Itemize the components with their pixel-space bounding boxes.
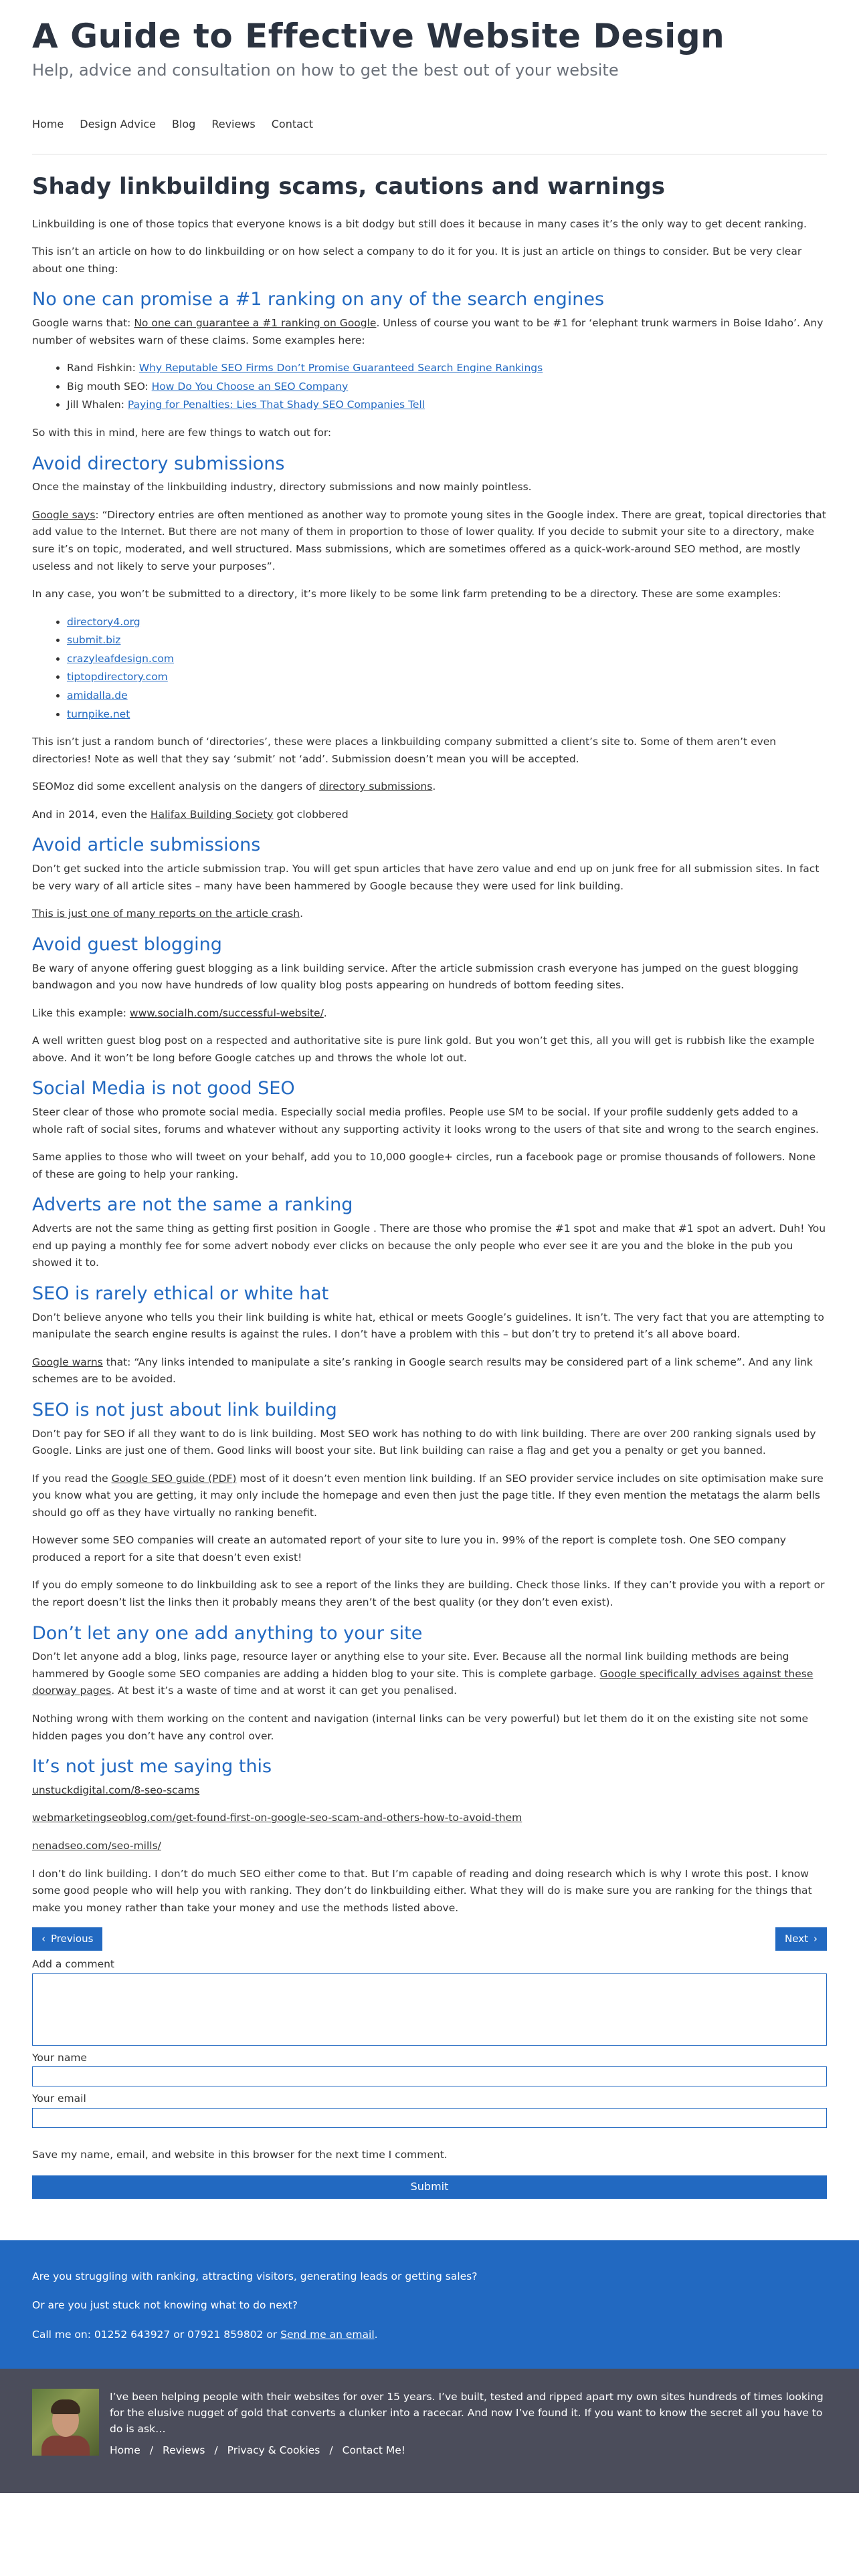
- footer-nav: [110, 2442, 827, 2458]
- examples-list: [32, 360, 827, 414]
- next-button[interactable]: Next ›: [775, 1927, 827, 1951]
- email-input[interactable]: [32, 2108, 827, 2128]
- paragraph: [32, 1838, 827, 1855]
- paragraph: Google warns that: “Any links intended to manipulate a site’s ranking in Google search results may be considered part of a link scheme”. And any link schemes are to be avoided.: [32, 1356, 813, 1386]
- footer-link-contact[interactable]: Contact Me!: [342, 2444, 405, 2457]
- link[interactable]: directory4.org: [67, 615, 140, 628]
- list-item: • Big mouth SEO: How Do You Choose an SEO Company: [67, 379, 827, 396]
- paragraph: I don’t do link building. I don’t do much SEO either come to that. But I’m capable of reading and doing research which is why I wrote this post. I know some good people who will help you with ranking. They don’t do linkbuilding either. What they will do is make sure you are ranking for the things that make you money rather than take your money and use the methods listed above.: [32, 1867, 812, 1914]
- link[interactable]: Halifax Building Society: [150, 808, 274, 821]
- link[interactable]: www.socialh.com/successful-website/: [129, 1006, 324, 1019]
- list-item: [67, 706, 827, 724]
- name-label: Your name: [32, 2051, 87, 2064]
- link[interactable]: turnpike.net: [67, 708, 130, 720]
- paragraph: Don’t let anyone add a blog, links page, resource layer or anything else to your site. Ever. Because all the normal link building methods are being hammered by Google some SEO companies are adding a hidden blog to your site. This is complete garbage. Google specifically advises against these doorway pages. At best it’s a waste of time and at worst it can get you penalised.: [32, 1650, 814, 1697]
- source-link[interactable]: unstuckdigital.com/8-seo-scams: [32, 1784, 200, 1796]
- paragraph: Google says: “Directory entries are often mentioned as another way to promote young sites in the Google index. There are great, topical directories that add value to the Internet. But there are not many of them in proportion to those of lower quality. If you decide to submit your site to a directory, make sure it’s on topic, moderated, and well structured. Mass submissions, which are sometimes offered as a quick-work-around SEO method, are mostly useless and not likely to serve your purposes”.: [32, 508, 826, 572]
- paragraph: This is just one of many reports on the article crash.: [32, 907, 303, 920]
- section-heading: SEO is not just about link building: [32, 1399, 337, 1420]
- paragraph: This isn’t just a random bunch of ‘directories’, these were places a linkbuilding company submitted a client’s site to. Some of them aren’t even directories! Note as well that they say ‘submit’ not ‘add’. Submission doesn’t mean you will be accepted.: [32, 736, 777, 765]
- link[interactable]: Google SEO guide (PDF): [111, 1472, 237, 1485]
- paragraph: Don’t believe anyone who tells you their link building is white hat, ethical or meets Google’s guidelines. It isn’t. The very fact that you are attempting to manipulate the search engine results is against the rules. I don’t have a problem with this – but don’t try to pretend it’s all above board.: [32, 1311, 824, 1341]
- link[interactable]: This is just one of many reports on the article crash: [32, 907, 300, 920]
- link[interactable]: directory submissions: [319, 780, 433, 793]
- section-heading: No one can promise a #1 ranking on any of the search engines: [32, 289, 605, 310]
- paragraph: [32, 1810, 827, 1827]
- site-title[interactable]: A Guide to Effective Website Design: [32, 17, 725, 56]
- link[interactable]: crazyleafdesign.com: [67, 652, 174, 665]
- author-avatar: [32, 2389, 99, 2456]
- section-heading: Avoid article submissions: [32, 835, 261, 856]
- call-to-action: [0, 2240, 859, 2369]
- list-item: [67, 651, 827, 668]
- intro-paragraph: This isn’t an article on how to do linkbuilding or on how select a company to do it for you. It is just an article on things to consider. But be very clear about one thing:: [32, 245, 802, 275]
- link[interactable]: amidalla.de: [67, 689, 128, 702]
- comment-label: Add a comment: [32, 1958, 115, 1971]
- cta-line: Or are you just stuck not knowing what to do next?: [32, 2299, 298, 2312]
- submit-button[interactable]: Submit: [32, 2175, 827, 2198]
- paragraph: And in 2014, even the Halifax Building Society got clobbered: [32, 808, 349, 821]
- paragraph: Google warns that: No one can guarantee a #1 ranking on Google. Unless of course you want to be #1 for ‘elephant trunk warmers in Boise Idaho’. Any number of websites warn of these claims. Some examples here:: [32, 317, 824, 346]
- chevron-left-icon: ‹: [41, 1933, 45, 1945]
- save-info-label: Save my name, email, and website in this browser for the next time I comment.: [32, 2148, 448, 2161]
- nav-item-reviews[interactable]: Reviews: [211, 118, 256, 131]
- main-nav: [32, 116, 827, 154]
- paragraph: Steer clear of those who promote social media. Especially social media profiles. People use SM to be social. If your profile suddenly gets added to a whole raft of social sites, forums and whatever without any supporting activity it looks wrong to the users of that site and wrong to the search engines.: [32, 1106, 819, 1136]
- paragraph: Don’t get sucked into the article submission trap. You will get spun articles that have zero value and end up on junk free for all submission sites. In fact be very wary of all article sites – many have been hammered by Google because they were used for link building.: [32, 863, 820, 892]
- section-heading: Don’t let any one add anything to your site: [32, 1622, 423, 1644]
- section-heading: Avoid guest blogging: [32, 934, 222, 955]
- nav-item-contact[interactable]: Contact: [271, 118, 313, 131]
- footer-link-home[interactable]: Home: [110, 2444, 140, 2457]
- paragraph: SEOMoz did some excellent analysis on the dangers of directory submissions.: [32, 780, 436, 793]
- link[interactable]: Paying for Penalties: Lies That Shady SEO Companies Tell: [127, 399, 425, 411]
- link[interactable]: Google says: [32, 508, 96, 521]
- nav-item-design-advice[interactable]: Design Advice: [80, 118, 156, 131]
- link[interactable]: Google specifically advises against these doorway pages: [32, 1667, 814, 1697]
- paragraph: Adverts are not the same thing as getting first position in Google . There are those who promise the #1 spot and make that #1 spot an advert. Duh! You end up paying a monthly fee for some advert nobody ever clicks on because the only people who ever see it are you and the bloke in the pub you showed it to.: [32, 1222, 826, 1269]
- cta-line: Call me on: 01252 643927 or 07921 859802 or Send me an email.: [32, 2328, 378, 2341]
- list-item: [67, 687, 827, 705]
- cta-line: Are you struggling with ranking, attracting visitors, generating leads or getting sales?: [32, 2270, 478, 2282]
- site-footer: [0, 2369, 859, 2493]
- section-heading: Adverts are not the same a ranking: [32, 1194, 353, 1216]
- separator: /: [149, 2444, 154, 2457]
- nav-item-home[interactable]: Home: [32, 118, 64, 131]
- section-heading: SEO is rarely ethical or white hat: [32, 1283, 329, 1304]
- paragraph: If you do emply someone to do linkbuilding ask to see a report of the links they are building. Check those links. If they can’t provide you with a report or the report doesn’t list the links then it probably means they aren’t of the best quality (or they don’t even exist).: [32, 1579, 825, 1609]
- link[interactable]: How Do You Choose an SEO Company: [151, 380, 349, 393]
- name-input[interactable]: [32, 2066, 827, 2086]
- chevron-right-icon: ›: [814, 1933, 818, 1945]
- comment-form: [32, 1956, 827, 2199]
- comment-textarea[interactable]: [32, 1973, 827, 2046]
- paragraph: However some SEO companies will create an automated report of your site to lure you in. 99% of the report is complete tosh. One SEO company produced a report for a site that doesn’t even exist!: [32, 1534, 786, 1564]
- footer-link-reviews[interactable]: Reviews: [163, 2444, 205, 2457]
- list-item: [67, 632, 827, 649]
- paragraph: If you read the Google SEO guide (PDF) most of it doesn’t even mention link building. If an SEO provider service includes on site optimisation make sure you know what you are getting, it may only include the homepage and even then just the page title. If they even mention the metatags the alarm bells should go off as they have virtually no ranking benefit.: [32, 1472, 824, 1519]
- author-bio: I’ve been helping people with their websites for over 15 years. I’ve built, tested and ripped apart my own sites hundreds of times looking for the elusive nugget of gold that converts a clunker into a racecar. And now I’ve found it. If you want to know the secret all you have to do is ask…: [110, 2391, 824, 2436]
- link[interactable]: submit.biz: [67, 634, 121, 647]
- site-header: [32, 0, 827, 154]
- paragraph: In any case, you won’t be submitted to a directory, it’s more likely to be some link farm pretending to be a directory. These are some examples:: [32, 588, 781, 601]
- intro-paragraph: Linkbuilding is one of those topics that everyone knows is a bit dodgy but still does it because in many cases it’s the only way to get decent ranking.: [32, 217, 807, 230]
- paragraph: Be wary of anyone offering guest blogging as a link building service. After the article submission crash everyone has jumped on the guest blogging bandwagon and you now have hundreds of low quality blog posts appearing on hundreds of bottom feeding sites.: [32, 962, 799, 992]
- paragraph: Like this example: www.socialh.com/successful-website/.: [32, 1006, 327, 1019]
- paragraph: Nothing wrong with them working on the content and navigation (internal links can be very powerful) but let them do it on the existing site not some hidden pages you don’t have any control over.: [32, 1713, 808, 1742]
- email-link[interactable]: Send me an email: [280, 2328, 375, 2341]
- paragraph: Once the mainstay of the linkbuilding industry, directory submissions and now mainly pointless.: [32, 481, 532, 494]
- post-content: [32, 154, 827, 2199]
- section-heading: It’s not just me saying this: [32, 1756, 272, 1778]
- paragraph: Same applies to those who will tweet on your behalf, add you to 10,000 google+ circles, run a facebook page or promise thousands of followers. None of these are going to help your ranking.: [32, 1151, 816, 1180]
- separator: /: [214, 2444, 218, 2457]
- section-heading: Social Media is not good SEO: [32, 1078, 295, 1099]
- list-item: [67, 669, 827, 686]
- previous-button[interactable]: ‹ Previous: [32, 1927, 102, 1951]
- post-pager: [32, 1927, 827, 1951]
- section-heading: Avoid directory submissions: [32, 453, 285, 474]
- paragraph: Don’t pay for SEO if all they want to do is link building. Most SEO work has nothing to do with link building. There are over 200 ranking signals used by Google. Links are just one of them. Good links will boost your site. But link building can raise a flag and get you a penalty or get you banned.: [32, 1427, 816, 1457]
- site-tagline: Help, advice and consultation on how to get the best out of your website: [32, 61, 619, 80]
- link[interactable]: No one can guarantee a #1 ranking on Google: [134, 317, 377, 330]
- source-link[interactable]: nenadseo.com/seo-mills/: [32, 1840, 161, 1852]
- link[interactable]: tiptopdirectory.com: [67, 671, 168, 683]
- post-title: Shady linkbuilding scams, cautions and warnings: [32, 173, 666, 200]
- link[interactable]: Google warns: [32, 1356, 103, 1368]
- paragraph: A well written guest blog post on a respected and authoritative site is pure link gold. But you won’t get this, all you will get is rubbish like the example above. And it won’t be long before Google catches up and throws the whole lot out.: [32, 1035, 815, 1064]
- paragraph: [32, 1782, 827, 1800]
- email-label: Your email: [32, 2092, 86, 2105]
- link[interactable]: Why Reputable SEO Firms Don’t Promise Guaranteed Search Engine Rankings: [138, 362, 543, 374]
- paragraph: So with this in mind, here are few things to watch out for:: [32, 427, 332, 439]
- list-item: • Jill Whalen: Paying for Penalties: Lies That Shady SEO Companies Tell: [67, 397, 827, 414]
- list-item: • Rand Fishkin: Why Reputable SEO Firms Don’t Promise Guaranteed Search Engine Rankings: [67, 360, 827, 377]
- separator: /: [329, 2444, 333, 2457]
- directory-list: [32, 614, 827, 723]
- nav-item-blog[interactable]: Blog: [171, 118, 196, 131]
- footer-link-privacy[interactable]: Privacy & Cookies: [227, 2444, 320, 2457]
- source-link[interactable]: webmarketingseoblog.com/get-found-first-on-google-seo-scam-and-others-how-to-avoid-them: [32, 1812, 522, 1824]
- list-item: [67, 614, 827, 631]
